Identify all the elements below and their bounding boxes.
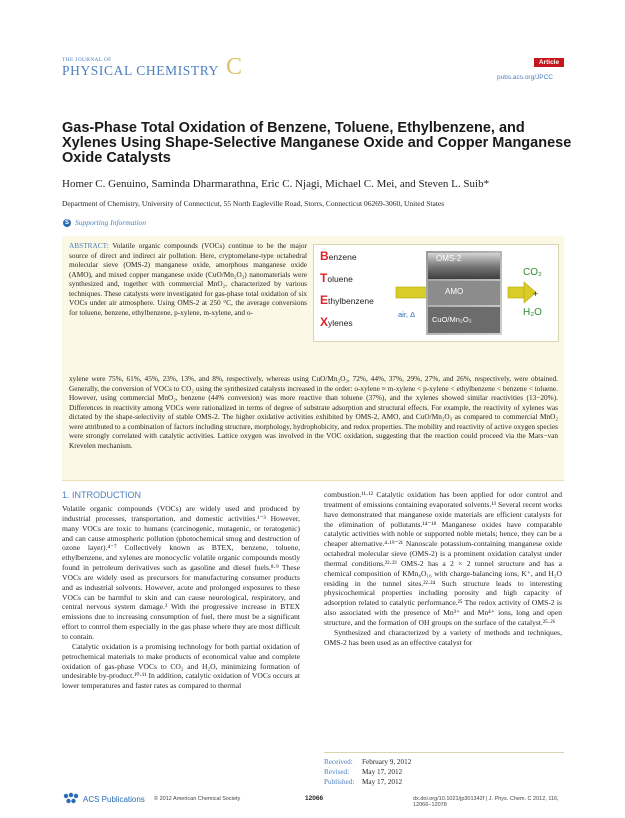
toc-compound-ethylbenzene: Ethylbenzene	[320, 293, 374, 307]
toc-product-co2: CO₂	[523, 267, 542, 278]
article-title: Gas-Phase Total Oxidation of Benzene, Toluene, Ethylbenzene, and Xylenes Using Shape-Selective Manganese Oxide and Copper Manganese Oxide Catalysts	[62, 120, 572, 166]
paragraph: Catalytic oxidation is a promising technology for both partial oxidation of petrochemical materials to make products of economical value and complete oxidation of gas-phase VOCs to CO₂ and H₂O, minimizing formation of undesirable by-product.¹⁰·¹¹ In addition, catalytic oxidation of VOCs occurs at lower temperatures and faster rates as compared to thermal	[62, 641, 300, 691]
publisher-name: ACS Publications	[83, 794, 145, 804]
journal-name-small: THE JOURNAL OF	[62, 57, 112, 63]
date-published: Published: May 17, 2012	[324, 778, 403, 786]
date-revised: Revised: May 17, 2012	[324, 768, 403, 776]
author-list: Homer C. Genuino, Saminda Dharmarathna, Eric C. Njagi, Michael C. Mei, and Steven L. Suib*	[62, 178, 490, 190]
date-received: Received: February 9, 2012	[324, 758, 412, 766]
journal-name: PHYSICAL CHEMISTRY	[62, 63, 219, 78]
abstract-body-1: Volatile organic compounds (VOCs) continue to be the major source of direct and indirect air pollution. Here, cryptomelane-type octahedral molecular sieve (OMS-2) manganese oxide, amorphous manganese oxide (AMO), and mixed copper manganese oxide (CuO/Mn₂O₃) nanomaterials were synthesized and, together with commercial MnO₂, characterized by various techniques. These catalysts were investigated for gas-phase total oxidation of six VOCs under air atmosphere. Using OMS-2 at 250 °C, the average conversions for toluene, benzene, ethylbenzene, p-xylene, m-xylene, and o-	[69, 241, 307, 317]
toc-compound-xylenes: Xylenes	[320, 315, 353, 329]
toc-graphic	[313, 244, 559, 342]
journal-url[interactable]: pubs.acs.org/JPCC	[497, 74, 553, 81]
paragraph: Volatile organic compounds (VOCs) are widely used and produced by industrial processes, transportation, and domestic activities.¹⁻³ However, many VOCs are toxic to humans (carcinogenic, mutagenic, or teratogenic) and can cause atmospheric pollution (photochemical smog and destruction of ozone layer).⁴⁻⁷ Collectively known as BTEX, benzene, toluene, ethylbenzene, and xylenes are monocyclic volatile organic compounds mostly found in petroleum derivatives such as gasoline and diesel fuels.⁸·⁹ These VOCs are widely used as precursors for manufacturing consumer products and as industrial solvents. However, acute and prolonged exposures to these VOCs can be harmful to skin and can cause neurological, respiratory, and central nervous system damage.³ With the progressive increase in BTEX emissions due to increasing consumption of fuel, there must be a significant effort to control them especially in the gas phase where they are most difficult to contain.	[62, 504, 300, 641]
toc-catalyst-oms2: OMS-2	[436, 254, 462, 263]
toc-arrow-right-body	[508, 287, 524, 298]
supporting-info-link[interactable]	[63, 218, 146, 227]
toc-arrow-left-body	[396, 287, 430, 298]
body-column-left	[62, 504, 300, 691]
section-heading: 1. INTRODUCTION	[62, 490, 142, 500]
paragraph: Synthesized and characterized by a variety of methods and techniques, OMS-2 has been used as an effective catalyst for	[324, 627, 562, 647]
toc-catalyst-amo: AMO	[445, 287, 464, 296]
acs-logo-icon	[62, 792, 80, 806]
abstract-text-part2: xylene were 75%, 61%, 45%, 23%, 13%, and 8%, respectively, whereas using CuO/Mn₂O₃, 72%, 44%, 37%, 29%, 27%, and 26%, respectively, were obtained. Generally, the conversion of VOCs to CO₂ using the synthesized catalysts increased in the order: o-xylene ≈ m-xylene < p-xylene < ethylbenzene < benzene < toluene. However, using commercial MnO₂, benzene (44% conversion) was more reactive than toluene (37%), and the xylenes showed similar reactivities (13−20%). Differences in reactivity among VOCs were rationalized in terms of degree of substrate adsorption and structural effects. For example, the reactivity of xylenes was dictated by the shape-selectivity of stable OMS-2. The higher oxidative activities exhibited by OMS-2, AMO, and CuO/Mn₂O₃ as compared to commercial MnO₂ were attributed to a combination of factors including structure, morphology, hydrophobicity, and redox properties. The mobility and reactivity of active oxygen species were strongly correlated with catalytic activities. Lattice oxygen was involved in the VOC oxidation, suggesting that the reaction could proceed via the Mars−van Krevelen mechanism.	[69, 374, 558, 450]
toc-condition: air, Δ	[398, 310, 416, 319]
toc-plus: +	[533, 289, 539, 299]
supporting-info-label: Supporting Information	[75, 218, 147, 227]
abstract-text-part1	[69, 241, 307, 317]
toc-catalyst-amo-image	[428, 281, 500, 305]
paragraph: combustion.¹¹·¹² Catalytic oxidation has been applied for odor control and treatment of emissions containing evaporated solvents.¹³ Several recent works have demonstrated that manganese oxide materials are efficient catalysts for the elimination of pollutants.¹⁴⁻¹⁸ Manganese oxides have comparable catalytic activities with noble or supported noble metals; hence, they can be a cheaper alternative.⁴·¹⁹⁻²¹ Nanoscale potassium-containing manganese oxide octahedral molecular sieve (OMS-2) is a prominent oxidation catalyst under thermal conditions.²²·²³ OMS-2 has a 2 × 2 tunnel structure and has a chemical composition of KMn₈O₁₆ with charge-balancing ions, K⁺, and H₂O residing in the tunnel sites.²²·²⁴ Such structure leads to interesting physicochemical properties including porosity and high capacity of adsorption related to catalytic performance.²⁵ The redox activity of OMS-2 is also associated with the presence of Mn³⁺ and Mn⁴⁺ ions, long and open structure, and the formation of OH groups on the surface of the catalyst.²⁵·²⁶	[324, 490, 562, 627]
copyright: © 2012 American Chemical Society	[154, 796, 241, 802]
toc-product-h2o: H₂O	[523, 307, 542, 318]
toc-compound-benzene: Benzene	[320, 249, 357, 263]
toc-compound-toluene: Toluene	[320, 271, 353, 285]
abstract-label: ABSTRACT:	[69, 241, 109, 250]
doi-citation[interactable]: dx.doi.org/10.1021/jp301342f | J. Phys. Chem. C 2012, 116, 12066−12078	[413, 796, 559, 808]
affiliation: Department of Chemistry, University of Connecticut, 55 North Eagleville Road, Storrs, Connecticut 06269-3060, United States	[62, 199, 445, 208]
body-column-right	[324, 490, 562, 648]
journal-letter: C	[226, 54, 243, 80]
page-number: 12066	[305, 795, 324, 802]
article-type-badge: Article	[534, 58, 564, 67]
supporting-info-icon: S	[64, 219, 69, 226]
dates-divider	[324, 752, 564, 753]
acs-logo[interactable]	[62, 792, 145, 806]
toc-catalyst-cuo: CuO/Mn₂O₃	[432, 315, 472, 324]
article-dates	[324, 757, 411, 787]
